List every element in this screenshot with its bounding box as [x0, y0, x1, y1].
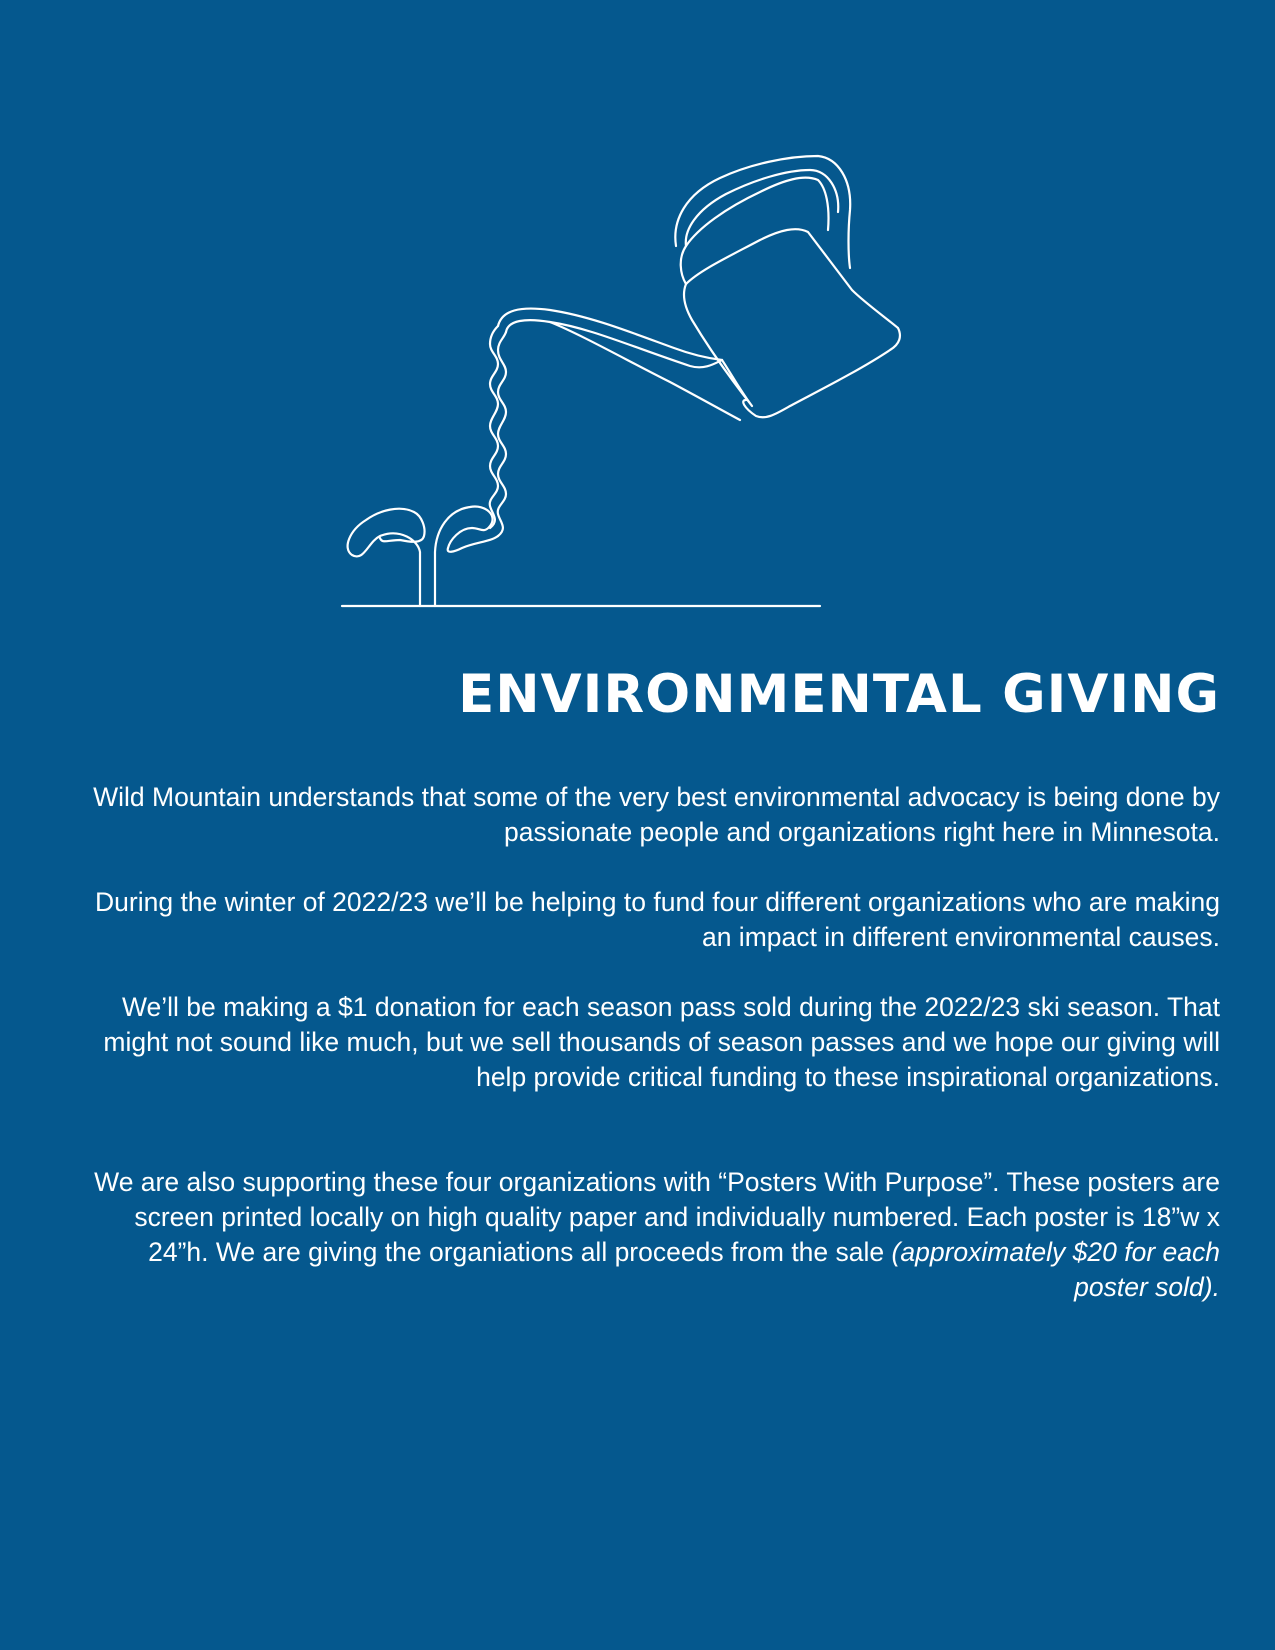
body-text [90, 780, 1220, 1305]
posters-text: We are also supporting these four organizations with “Posters With Purpose”. These posters are screen printed locally on high quality paper and individually numbered. Each poster is 18”w x 24”h. We are giving the organiations all proceeds from the sale [94, 1167, 1220, 1267]
can-body [684, 229, 900, 417]
sprout-right-leaf [435, 507, 498, 606]
can-handle-inner [686, 170, 838, 246]
paragraph-posters [90, 1165, 1220, 1305]
spout-lower [498, 309, 722, 360]
sprout-left-leaf [348, 509, 425, 606]
paragraph-funding: During the winter of 2022/23 we’ll be helping to fund four different organizations who are making an impact in different environmental causes. [95, 887, 1220, 952]
posters-proceeds-note: (approximately $20 for each poster sold). [891, 1237, 1220, 1302]
page-title: ENVIRONMENTAL GIVING [458, 664, 1220, 725]
paragraph-advocacy: Wild Mountain understands that some of the very best environmental advocacy is being done by passionate people and organizations right here in Minnesota. [93, 782, 1220, 847]
watering-can-sprout-icon [330, 150, 950, 620]
water-stream-inner [490, 326, 498, 528]
paragraph-donation: We’ll be making a $1 donation for each season pass sold during the 2022/23 ski season. That might not sound like much, but we sell thousands of season passes and we hope our giving will help provide critical funding to these inspirational organizations. [103, 992, 1220, 1092]
